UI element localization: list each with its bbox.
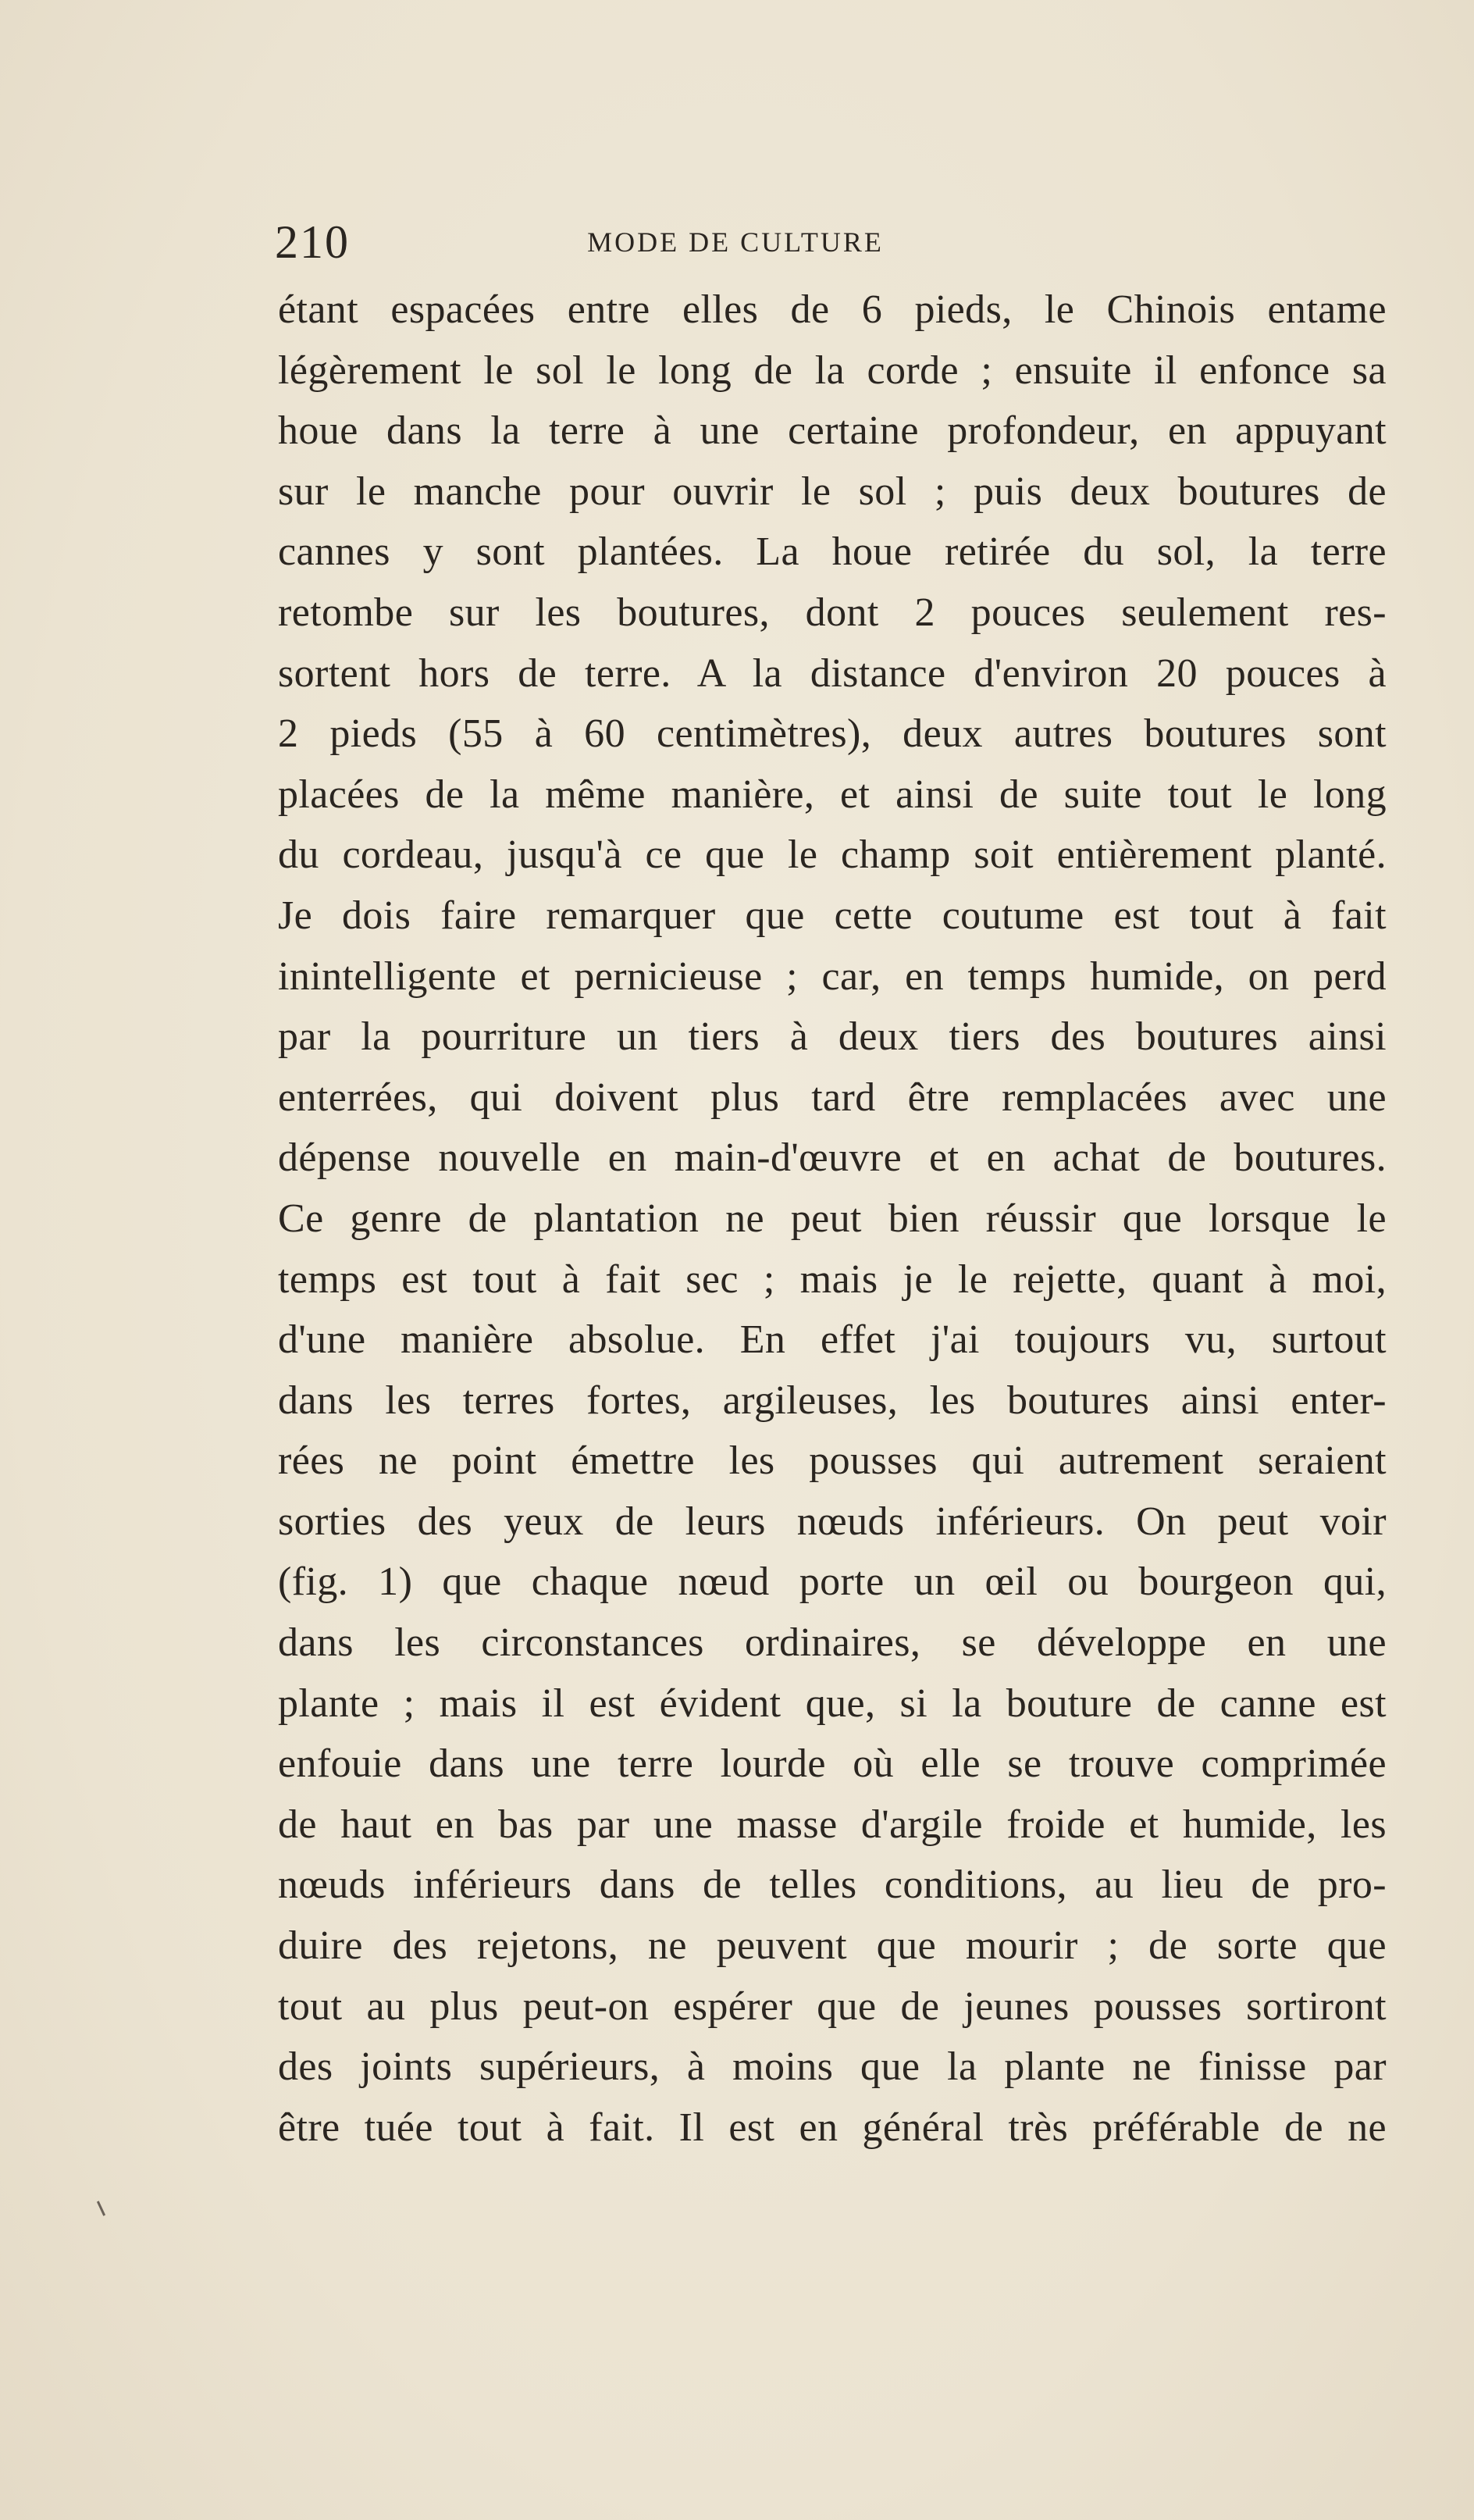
text-line: Ce genre de plantation ne peut bien réussir que lorsque le xyxy=(278,1196,1387,1241)
text-line: placées de la même manière, et ainsi de suite tout le long xyxy=(278,772,1387,817)
text-line: plante ; mais il est évident que, si la bouture de canne est xyxy=(278,1681,1387,1726)
text-line: (fig. 1) que chaque nœud porte un œil ou bourgeon qui, xyxy=(278,1559,1387,1605)
text-line: retombe sur les boutures, dont 2 pouces seulement res- xyxy=(278,590,1387,635)
text-line: d'une manière absolue. En effet j'ai toujours vu, surtout xyxy=(278,1317,1387,1363)
text-line: dans les circonstances ordinaires, se développe en une xyxy=(278,1620,1387,1666)
text-line: légèrement le sol le long de la corde ; ensuite il enfonce sa xyxy=(278,348,1387,393)
text-line: sur le manche pour ouvrir le sol ; puis deux boutures de xyxy=(278,469,1387,514)
text-line: dans les terres fortes, argileuses, les boutures ainsi enter- xyxy=(278,1378,1387,1423)
running-head: MODE DE CULTURE xyxy=(587,226,884,258)
text-line: par la pourriture un tiers à deux tiers des boutures ainsi xyxy=(278,1014,1387,1060)
margin-mark xyxy=(97,2201,105,2215)
text-line: temps est tout à fait sec ; mais je le rejette, quant à moi, xyxy=(278,1256,1387,1302)
text-line: des joints supérieurs, à moins que la plante ne finisse par xyxy=(278,2044,1387,2090)
page-number: 210 xyxy=(275,216,350,268)
text-line: sortent hors de terre. A la distance d'environ 20 pouces à xyxy=(278,650,1387,696)
text-line: duire des rejetons, ne peuvent que mourir ; de sorte que xyxy=(278,1923,1387,1969)
text-line: sorties des yeux de leurs nœuds inférieurs. On peut voir xyxy=(278,1499,1387,1544)
text-line: tout au plus peut-on espérer que de jeunes pousses sortiront xyxy=(278,1984,1387,2029)
text-line: cannes y sont plantées. La houe retirée du sol, la terre xyxy=(278,529,1387,575)
text-line: de haut en bas par une masse d'argile froide et humide, les xyxy=(278,1802,1387,1847)
text-line: Je dois faire remarquer que cette coutume est tout à fait xyxy=(278,893,1387,938)
text-line: enfouie dans une terre lourde où elle se trouve comprimée xyxy=(278,1741,1387,1787)
page-header xyxy=(275,211,1196,273)
text-line: dépense nouvelle en main-d'œuvre et en achat de boutures. xyxy=(278,1135,1387,1181)
text-line: houe dans la terre à une certaine profondeur, en appuyant xyxy=(278,408,1387,454)
text-line: être tuée tout à fait. Il est en général très préférable de ne xyxy=(278,2105,1387,2150)
text-line: inintelligente et pernicieuse ; car, en temps humide, on perd xyxy=(278,953,1387,999)
text-line: enterrées, qui doivent plus tard être remplacées avec une xyxy=(278,1075,1387,1120)
text-line: 2 pieds (55 à 60 centimètres), deux autres boutures sont xyxy=(278,711,1387,757)
text-line: étant espacées entre elles de 6 pieds, le Chinois entame xyxy=(278,287,1387,332)
text-line: nœuds inférieurs dans de telles conditions, au lieu de pro- xyxy=(278,1862,1387,1908)
text-line: du cordeau, jusqu'à ce que le champ soit entièrement planté. xyxy=(278,832,1387,878)
body-text xyxy=(278,280,1387,2158)
text-line: rées ne point émettre les pousses qui autrement seraient xyxy=(278,1438,1387,1484)
